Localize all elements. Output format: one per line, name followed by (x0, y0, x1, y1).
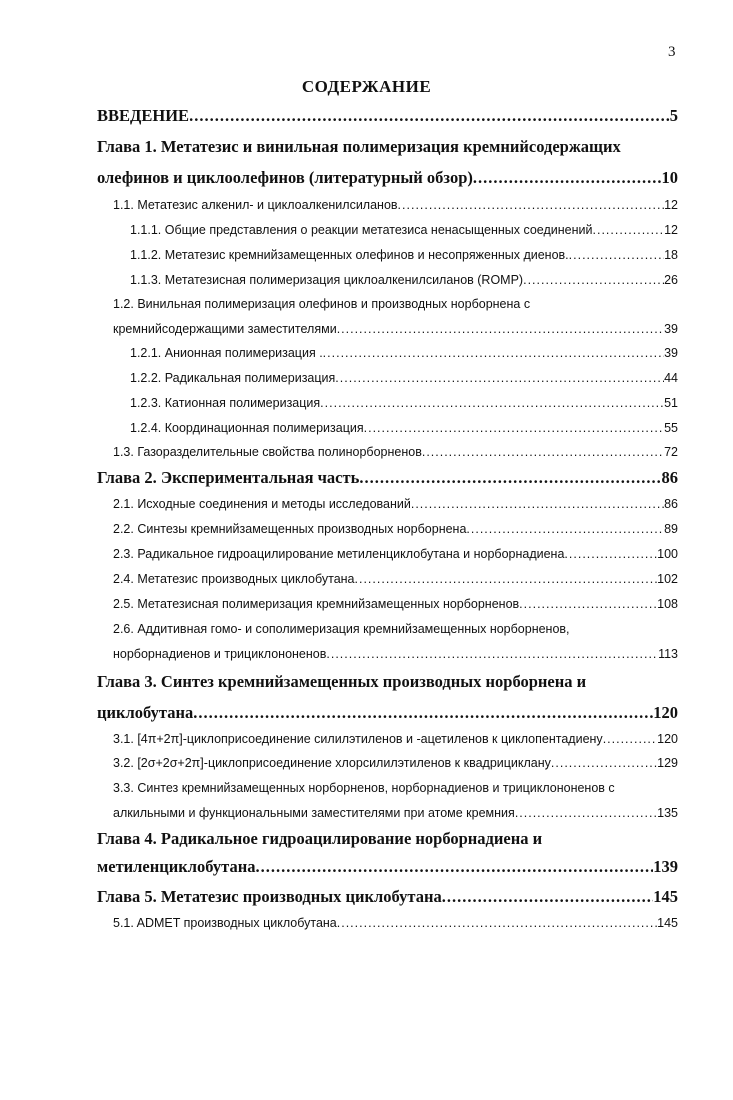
toc-entry-title: 1.2.3. Катионная полимеризация (130, 396, 321, 410)
toc-entry-title: 5.1. ADMET производных циклобутана (113, 916, 337, 930)
dot-leader (326, 647, 658, 661)
page-number: 3 (668, 44, 676, 60)
toc-entry-title: 2.3. Радикальное гидроацилирование метиленциклобутана и норборнадиена (113, 547, 565, 561)
toc-entry-title: ВВЕДЕНИЕ (97, 106, 190, 125)
toc-entry-page: 12 (664, 198, 678, 212)
toc-section-1-2-4[interactable] (130, 421, 678, 435)
toc-entry-title: 1.2.4. Координационная полимеризация (130, 421, 364, 435)
toc-entry-page: 120 (653, 703, 678, 722)
dot-leader (593, 223, 665, 237)
toc-section-1-2[interactable] (113, 322, 678, 336)
toc-entry-title: 1.2.2. Радикальная полимеризация (130, 371, 336, 385)
dot-leader (255, 857, 653, 877)
toc-entry-page: 129 (657, 756, 678, 770)
toc-section-2-1[interactable] (113, 497, 678, 511)
toc-section-2-6-title[interactable]: 2.6. Аддитивная гомо- и сополимеризация кремнийзамещенных норборненов, (113, 622, 570, 636)
dot-leader (551, 756, 657, 770)
toc-entry-title: 1.2.1. Анионная полимеризация . (130, 346, 323, 360)
toc-section-1-1-3[interactable] (130, 273, 678, 287)
toc-chapter-1[interactable] (97, 168, 678, 188)
toc-entry-title: 1.1.3. Метатезисная полимеризация циклоалкенилсиланов (ROMP) (130, 273, 524, 287)
toc-entry-page: 145 (657, 916, 678, 930)
toc-chapter-3[interactable] (97, 703, 678, 723)
page-title: СОДЕРЖАНИЕ (301, 77, 432, 96)
dot-leader (519, 597, 657, 611)
toc-chapter-5[interactable] (97, 887, 678, 907)
toc-chapter-1-title[interactable]: Глава 1. Метатезис и винильная полимеризация кремнийсодержащих (97, 137, 621, 156)
toc-entry-page: 39 (664, 346, 678, 360)
toc-entry-page: 10 (661, 168, 678, 187)
toc-section-1-1[interactable] (113, 198, 678, 212)
toc-entry-title: 3.2. [2σ+2σ+2π]-циклоприсоединение хлорсилилэтиленов к квадрициклану (113, 756, 551, 770)
toc-section-2-6[interactable] (113, 647, 678, 661)
toc-chapter-4[interactable] (97, 857, 678, 877)
dot-leader (189, 106, 670, 126)
dot-leader (359, 468, 661, 488)
toc-entry-title: 1.3. Газоразделительные свойства полинорборненов (113, 445, 422, 459)
toc-section-2-5[interactable] (113, 597, 678, 611)
toc-chapter-4-title[interactable]: Глава 4. Радикальное гидроацилирование норборнадиена и (97, 829, 543, 848)
toc-entry-page: 39 (664, 322, 678, 336)
toc-entry-page: 108 (657, 597, 678, 611)
dot-leader (603, 732, 657, 746)
toc-section-1-1-2[interactable] (130, 248, 678, 262)
toc-entry-page: 86 (661, 468, 678, 487)
toc-chapter-3-title[interactable]: Глава 3. Синтез кремнийзамещенных производных норборнена и (97, 672, 587, 691)
toc-entry-title: 2.1. Исходные соединения и методы исследований (113, 497, 411, 511)
toc-chapter-2[interactable] (97, 468, 678, 488)
dot-leader (323, 346, 664, 360)
toc-entry-page: 44 (664, 371, 678, 385)
dot-leader (398, 198, 665, 212)
toc-entry-title: 2.5. Метатезисная полимеризация кремнийзамещенных норборненов (113, 597, 520, 611)
toc-section-3-3-title[interactable]: 3.3. Синтез кремнийзамещенных норборненов, норборнадиенов и трициклононенов с (113, 781, 615, 795)
toc-section-2-2[interactable] (113, 522, 678, 536)
toc-section-5-1[interactable] (113, 916, 678, 930)
toc-entry-page: 51 (664, 396, 678, 410)
toc-entry-page: 100 (657, 547, 678, 561)
toc-entry-title: 1.1.2. Метатезис кремнийзамещенных олефинов и несопряженных диенов. (130, 248, 569, 262)
toc-entry-page: 113 (658, 647, 678, 661)
toc-entry-page: 102 (657, 572, 678, 586)
toc-entry-page: 12 (664, 223, 678, 237)
dot-leader (335, 371, 664, 385)
dot-leader (564, 547, 657, 561)
toc-section-1-3[interactable] (113, 445, 678, 459)
dot-leader (473, 168, 662, 188)
toc-section-1-2-1[interactable] (130, 346, 678, 360)
dot-leader (411, 497, 664, 511)
dot-leader (364, 421, 664, 435)
dot-leader (523, 273, 664, 287)
toc-section-3-1[interactable] (113, 732, 678, 746)
toc-entry-page: 139 (653, 857, 678, 876)
toc-section-2-4[interactable] (113, 572, 678, 586)
toc-entry-page: 55 (664, 421, 678, 435)
toc-entry-title: 3.1. [4π+2π]-циклоприсоединение силилэтиленов и -ацетиленов к циклопентадиену (113, 732, 603, 746)
dot-leader (337, 916, 657, 930)
toc-section-1-2-title[interactable]: 1.2. Винильная полимеризация олефинов и производных норборнена с (113, 297, 531, 311)
toc-entry-introduction[interactable] (97, 106, 678, 126)
toc-section-3-3[interactable] (113, 806, 678, 820)
toc-entry-title: алкильными и функциональными заместителями при атоме кремния (113, 806, 515, 820)
toc-entry-title: норборнадиенов и трициклононенов (113, 647, 327, 661)
dot-leader (569, 248, 664, 262)
toc-entry-title: Глава 2. Экспериментальная часть (97, 468, 360, 487)
toc-entry-title: циклобутана (97, 703, 194, 722)
toc-entry-page: 86 (664, 497, 678, 511)
toc-entry-page: 89 (664, 522, 678, 536)
dot-leader (320, 396, 664, 410)
toc-section-2-3[interactable] (113, 547, 678, 561)
toc-entry-page: 120 (657, 732, 678, 746)
toc-section-1-1-1[interactable] (130, 223, 678, 237)
toc-entry-title: 1.1. Метатезис алкенил- и циклоалкенилсиланов (113, 198, 398, 212)
toc-entry-title: кремнийсодержащими заместителями (113, 322, 337, 336)
dot-leader (422, 445, 664, 459)
dot-leader (442, 887, 654, 907)
toc-section-1-2-2[interactable] (130, 371, 678, 385)
toc-entry-page: 72 (664, 445, 678, 459)
dot-leader (355, 572, 658, 586)
toc-entry-page: 135 (657, 806, 678, 820)
toc-entry-title: метиленциклобутана (97, 857, 256, 876)
toc-entry-title: Глава 5. Метатезис производных циклобутана (97, 887, 442, 906)
toc-entry-title: олефинов и циклоолефинов (литературный обзор) (97, 168, 473, 187)
toc-section-1-2-3[interactable] (130, 396, 678, 410)
dot-leader (193, 703, 653, 723)
dot-leader (337, 322, 664, 336)
dot-leader (466, 522, 664, 536)
toc-section-3-2[interactable] (113, 756, 678, 770)
toc-entry-page: 18 (664, 248, 678, 262)
toc-entry-title: 2.2. Синтезы кремнийзамещенных производных норборнена (113, 522, 467, 536)
toc-entry-page: 5 (669, 106, 678, 125)
toc-entry-title: 2.4. Метатезис производных циклобутана (113, 572, 355, 586)
dot-leader (515, 806, 657, 820)
toc-entry-title: 1.1.1. Общие представления о реакции метатезиса ненасыщенных соединений (130, 223, 593, 237)
toc-entry-page: 26 (664, 273, 678, 287)
toc-entry-page: 145 (653, 887, 678, 906)
